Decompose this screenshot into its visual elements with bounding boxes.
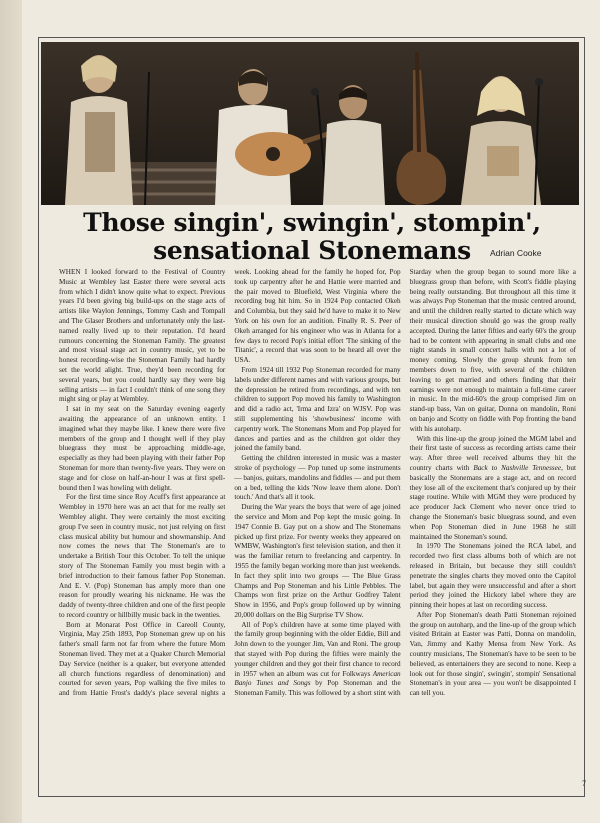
- paragraph: In 1970 The Stonemans joined the RCA label, and recorded two first class albums both of which are not released in Britain, but because they still couldn't penetrate the singles charts they moved onto the Capitol label, but again they were unsuccessful and after a short period they joined the Hickory label where they are pinning their hopes at last on recording success.: [409, 542, 576, 610]
- song-title: Back to Nashville Tennessee: [473, 463, 562, 472]
- text-run: All of Pop's children have at some time played with the family group beginning with the older Eddie, Bill and John down to the younger Jim, Van and Roni. The group that stayed with Pop during the fifties were mainly the younger children and they got their first chance to record in 1957 when an album was cut for Folkways: [234, 620, 401, 678]
- band-photo-illustration: [41, 42, 579, 205]
- paragraph: I sat in my seat on the Saturday evening eagerly awaiting the appearance of an unknown entity. I imagined what they maybe like. I knew there were five members of the group and I thought well if they play bluegrass they must be approaching middle-age, especially as they had been playing with their father Pop Stoneman for more than twenty-five years. They were on stage and for close on half-an-hour I was at first spell-bound then I was howling with delight.: [59, 405, 226, 492]
- text-run: by Pop Stoneman and the Stoneman Family. This was followed by a short stint with Starday when the group began to sound more like a bluegrass group than before, with Scott's fiddle playing being really outstanding. But throughout all this time it was always Pop Stoneman that the music centred around, and until the children really started to dictate which way their musical direction should go was the group really accepted. During the latter fifties and early 60's the group had to be content with appearing in small clubs and one night stands in small concert halls with not a lot of money coming. Slowly the group shrunk from ten members down to five, with several of the children leaving to get married and others finding that their earnings were not enough to maintain a full-time career in music. In the mid-60's the group comprised Jim on stand-up bass, Van on guitar, Donna on mandolin, Roni on banjo and Scotty on fiddle with Pop fronting the band with his autoharp.: [234, 268, 576, 698]
- text-run: , but basically the Stonemans are a stage act, and on record they lose all of the excitement that's conjured up by their stage routine. While with MGM they were produced by ace producer Jack Clement who never once tried to change the Stoneman's basic bluegrass sound, and even when Pop Stoneman died in June 1968 he still maintained the Stoneman's sound.: [409, 463, 576, 541]
- paragraph: Born at Monarat Post Office in Careoll County, Virginia, May 25th 1893, Pop Stoneman grew up on his father's small farm not far from where the future Mom Stoneman lived. They met at a Quaker Church Memorial Day Service (neither is a quaker, but everyone attended all church functions regardless of denomination) and courted for seven years, Pop walking the five miles to and from Hattie Frost's daddy's place several nights a week. Looking ahead for the family he hoped for, Pop took up carpentry after he and Hattie were married and the pair moved to Bluefield, West Virginia where the recording bug hit him. So in 1924 Pop contacted Okeh and Columbia, but they said he'd have to make it to New York on his own for an audition. Finally R. S. Peer of Okeh arranged for his engineer who was in Atlanta for a few days to record Pop's initial effort 'The sinking of the Titanic', a record that was soon to be heard all over the USA.: [59, 268, 401, 698]
- paragraph: From 1924 till 1932 Pop Stoneman recorded for many labels under different names and with various groups, but the depression he retired from recordings, and with ten children to support Pop moved his family to Washington and did a radio act, 'Irma and Izra' on WJSV. Pop was still supplementing his 'showbusiness' income with carpentry work. The Stonemans Mom and Pop played for dances and parties and as the children got older they joined the family band.: [234, 365, 401, 453]
- album-title: American Banjo Tunes and Songs: [234, 669, 401, 688]
- paragraph: For the first time since Roy Acuff's first appearance at Wembley in 1970 here was an act that for me really set Wembley alight. They were certainly the most exciting group I've seen in country music, not just relying on first class musical ability but humour and showmanship. And now comes the news that The Stoneman's are to undertake a British Tour this October. To tell the unique story of The Stoneman Family you must begin with a brief introduction to their famous father Pop Stoneman. And E. V. (Pop) Stoneman has amply more than one reason for proudly wearing his nickname. He was the daddy of twenty-three children and one of the first people to record country or hillbilly music back in the twenties.: [59, 493, 226, 619]
- magazine-page: [22, 0, 600, 823]
- paragraph: [410, 435, 576, 543]
- scan-edge: [0, 0, 22, 823]
- paragraph: Getting the children interested in music was a master stroke of psychology — Pop tuned up some instruments — banjos, guitars, mandolins and fiddles — and put them on a bed, telling the kids 'Now leave them alone. Don't touch.' And that's all it took.: [234, 454, 401, 502]
- paragraph: WHEN I looked forward to the Festival of Country Music at Wembley last Easter there were several acts from which I didn't know quite what to expect. Previous years I'd been giving big build-ups on the stage acts of artists like Waylon Jennings, Tommy Cash and Tompall and The Glaser Brothers and unfortunately only the last-named really lived up to their reputation. I'd heard rumours concerning the Stoneman Family. The greatest and most visual stage act in country music, yet to be honest recording-wise the Stoneman Family had hardly set the world alight. True, they'd been recording for several years, but you could hardly say they were big selling artists — in fact I couldn't think of one song they might sing or play at Wembley.: [59, 268, 226, 404]
- page-number: 7: [582, 779, 586, 788]
- byline: Adrian Cooke: [490, 248, 542, 258]
- stoneman-family-photo: [41, 42, 579, 205]
- paragraph: During the War years the boys that were of age joined the service and Mom and Pop kept the music going. In 1947 Connie B. Gay put on a show and The Stonemans picked up first prize. For twenty weeks they appeared on WMBW, Washington's first television station, and then it was the familiar return to freelancing and carpentry. In 1955 the family began working more than just weekends. In fact they split into two groups — The Blue Grass Champs and Pop Stoneman and his Little Pebbles. The Champs won first prize on the Arthur Godfrey Talent Show in 1956, and Pop's group followed up by winning 20,000 dollars on the Big Surprise TV Show.: [234, 503, 401, 619]
- text-run: With this line-up the group joined the MGM label and their first taste of success as recording artists came their way. After three well received albums they hit the country charts with: [409, 434, 576, 472]
- article-body: [59, 268, 576, 790]
- headline-line-1: Those singin', swingin', stompin',: [83, 208, 541, 237]
- headline-line-2: sensational Stonemans: [153, 236, 471, 265]
- paragraph: After Pop Stoneman's death Patti Stoneman rejoined the group on autoharp, and the line-up of the group which visited Britain at Easter was Patti, Donna on mandolin, Van, Jimmy and Kathy Mensa from New York. As country musicians, The Stoneman's have to be seen to be believed, as entertainers they are second to none. Keep a look out for those singin', swingin', stompin' Sensational Stoneman's in your area — you won't be disappointed I can tell you.: [409, 610, 576, 698]
